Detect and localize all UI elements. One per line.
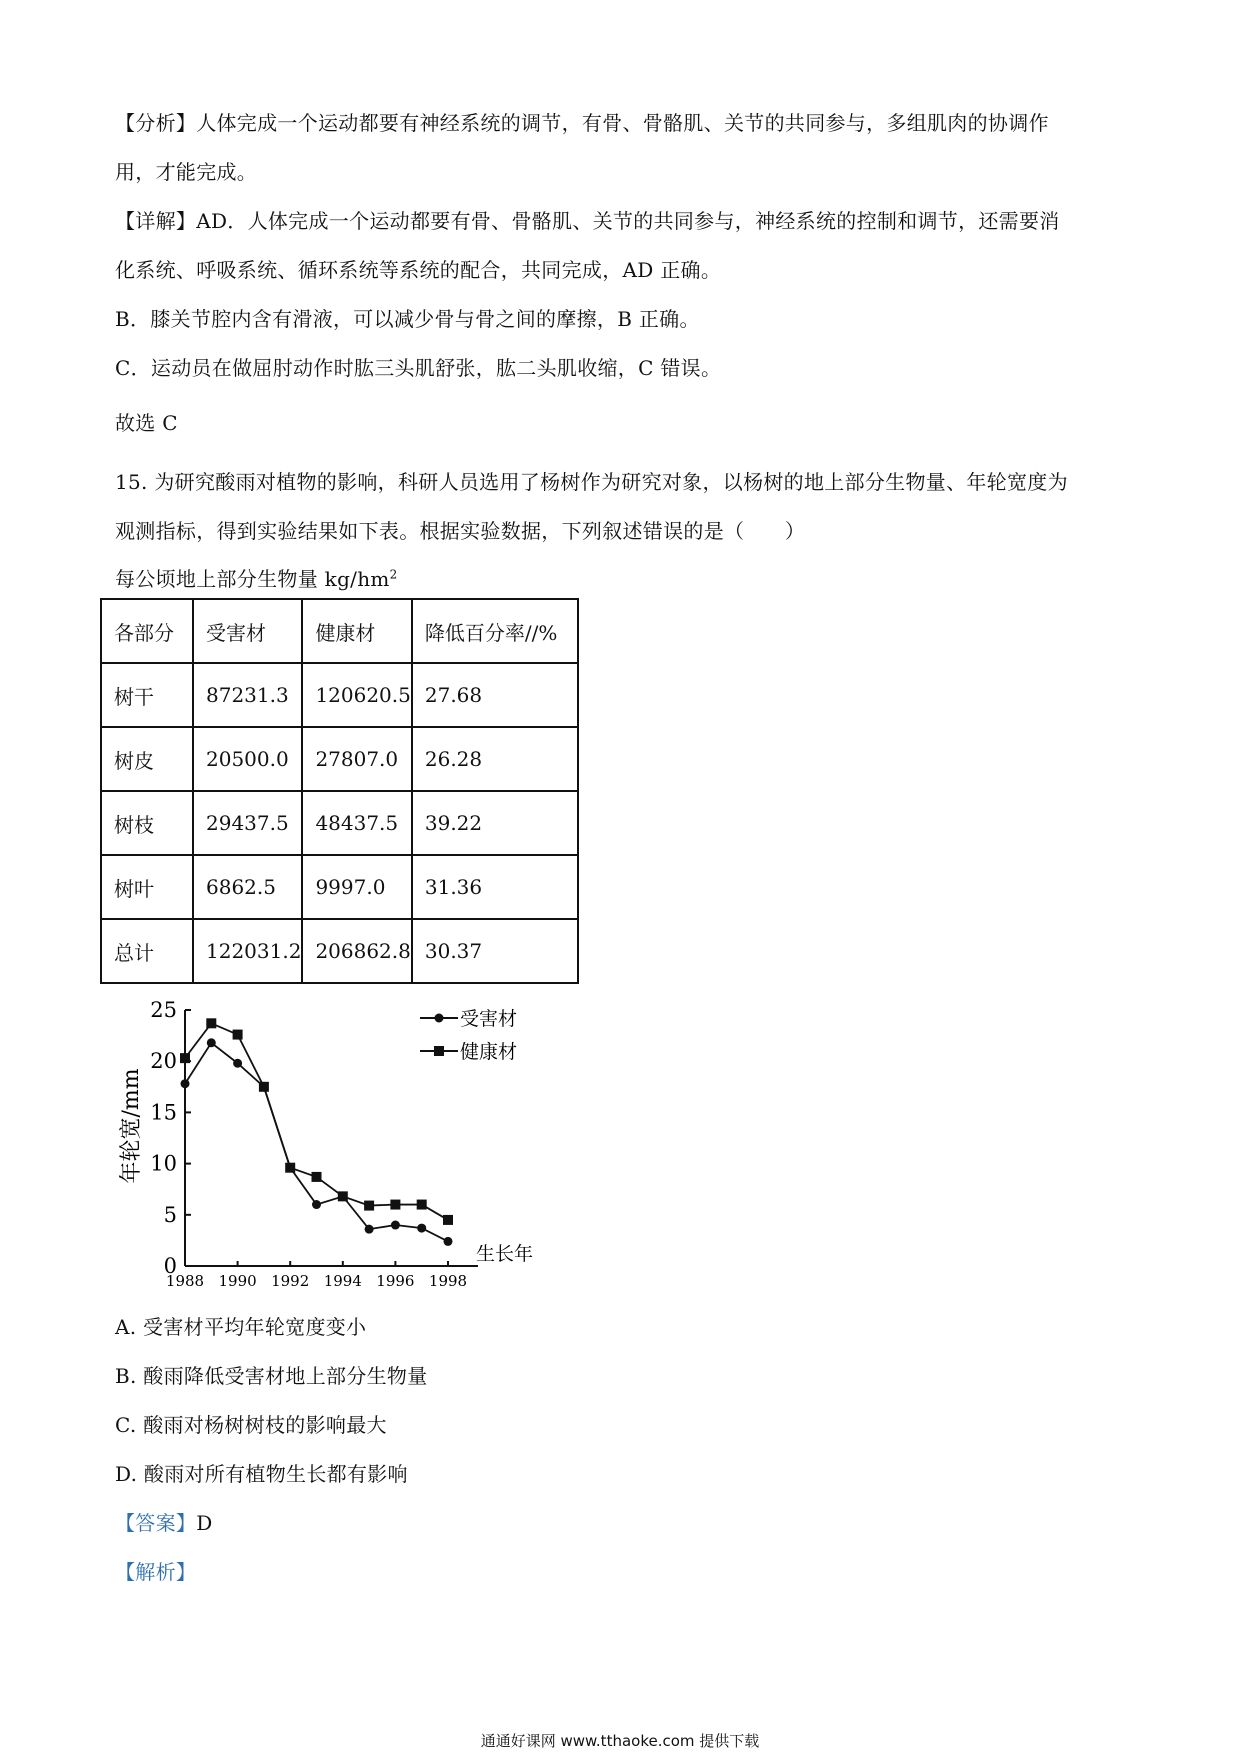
data-point-damaged (233, 1059, 242, 1068)
data-point-damaged (365, 1225, 374, 1234)
table-cell: 206862.8 (302, 919, 411, 983)
option-b: B. 酸雨降低受害材地上部分生物量 (115, 1364, 428, 1388)
x-tick-label: 1990 (218, 1272, 257, 1290)
legend-marker-damaged (435, 1014, 444, 1023)
data-point-healthy (417, 1200, 427, 1210)
table-cell: 29437.5 (193, 791, 302, 855)
table-row (101, 919, 578, 983)
data-point-damaged (312, 1200, 321, 1209)
option-a: A. 受害材平均年轮宽度变小 (115, 1315, 367, 1339)
table-header-cell: 受害材 (193, 599, 302, 663)
question15-line-2: 观测指标，得到实验结果如下表。根据实验数据，下列叙述错误的是（ ） (115, 519, 806, 543)
data-point-healthy (180, 1053, 190, 1063)
table-cell: 87231.3 (193, 663, 302, 727)
legend-label-healthy: 健康材 (460, 1041, 518, 1063)
table-cell: 9997.0 (302, 855, 411, 919)
table-header-cell: 各部分 (101, 599, 193, 663)
data-point-damaged (444, 1237, 453, 1246)
answer-line (115, 1507, 213, 1536)
analysis-text-1: 人体完成一个运动都要有神经系统的调节，有骨、骨骼肌、关节的共同参与，多组肌肉的协调作 (196, 111, 1049, 135)
table-cell: 31.36 (412, 855, 578, 919)
question15-line-1: 15. 为研究酸雨对植物的影响，科研人员选用了杨树作为研究对象，以杨树的地上部分生物量、年轮宽度为 (115, 470, 1068, 494)
detail-text-1: AD．人体完成一个运动都要有骨、骨骼肌、关节的共同参与，神经系统的控制和调节，还需要消 (196, 209, 1060, 233)
detail-conclusion: 故选 C (115, 411, 178, 435)
analysis-line-2: 用，才能完成。 (115, 160, 258, 184)
option-d: D. 酸雨对所有植物生长都有影响 (115, 1462, 408, 1486)
table-cell: 27807.0 (302, 727, 411, 791)
data-point-healthy (390, 1200, 400, 1210)
table-cell: 树干 (101, 663, 193, 727)
detail-line-1 (115, 205, 1060, 234)
table-cell: 树枝 (101, 791, 193, 855)
explanation-label: 【解析】 (115, 1560, 197, 1584)
table-cell: 30.37 (412, 919, 578, 983)
table-cell: 26.28 (412, 727, 578, 791)
x-tick-label: 1992 (271, 1272, 310, 1290)
data-point-damaged (417, 1224, 426, 1233)
table-caption (115, 563, 398, 592)
tree-ring-chart (108, 998, 548, 1298)
data-point-damaged (207, 1038, 216, 1047)
table-cell: 20500.0 (193, 727, 302, 791)
data-point-damaged (181, 1079, 190, 1088)
table-row (101, 663, 578, 727)
table-row (101, 791, 578, 855)
y-tick-label: 0 (163, 1254, 177, 1278)
chart-legend (420, 1008, 517, 1063)
page-footer: 通通好课网 www.tthaoke.com 提供下载 (480, 1732, 760, 1750)
table-cell: 树叶 (101, 855, 193, 919)
answer-value: D (196, 1511, 213, 1535)
table-header-cell: 健康材 (302, 599, 411, 663)
table-cell: 122031.2 (193, 919, 302, 983)
x-tick-label: 1996 (376, 1272, 415, 1290)
y-tick-label: 20 (150, 1049, 177, 1074)
detail-line-4: C．运动员在做屈肘动作时肱三头肌舒张，肱二头肌收缩，C 错误。 (115, 356, 722, 380)
data-point-healthy (443, 1215, 453, 1225)
analysis-line-1 (115, 107, 1049, 136)
data-point-healthy (312, 1172, 322, 1182)
table-cell: 树皮 (101, 727, 193, 791)
y-axis-label: 年轮宽/mm (119, 1068, 144, 1184)
table-caption-text: 每公顷地上部分生物量 kg/hm (115, 567, 390, 591)
detail-line-2: 化系统、呼吸系统、循环系统等系统的配合，共同完成，AD 正确。 (115, 258, 722, 282)
data-point-damaged (391, 1221, 400, 1230)
data-point-healthy (259, 1082, 269, 1092)
x-axis-label: 生长年 (476, 1243, 534, 1265)
detail-line-3: B．膝关节腔内含有滑液，可以减少骨与骨之间的摩擦，B 正确。 (115, 307, 700, 331)
table-cell: 39.22 (412, 791, 578, 855)
analysis-label: 【分析】 (115, 111, 197, 135)
biomass-table (100, 598, 579, 984)
x-tick-label: 1988 (165, 1272, 205, 1290)
data-point-healthy (285, 1163, 295, 1173)
y-tick-label: 10 (150, 1151, 177, 1176)
y-tick-label: 5 (163, 1202, 177, 1227)
data-point-healthy (338, 1191, 348, 1201)
legend-marker-healthy (434, 1046, 444, 1056)
data-point-healthy (364, 1201, 374, 1211)
y-tick-label: 15 (150, 1100, 177, 1125)
table-header-row (101, 599, 578, 663)
table-caption-sup: 2 (389, 567, 398, 582)
data-point-healthy (233, 1030, 243, 1040)
x-tick-label: 1994 (323, 1272, 362, 1290)
table-cell: 总计 (101, 919, 193, 983)
x-tick-label: 1998 (428, 1272, 468, 1290)
legend-label-damaged: 受害材 (460, 1008, 518, 1030)
table-header-cell: 降低百分率//% (412, 599, 578, 663)
detail-label: 【详解】 (115, 209, 197, 233)
table-cell: 6862.5 (193, 855, 302, 919)
data-point-healthy (206, 1018, 216, 1028)
table-row (101, 855, 578, 919)
y-tick-label: 25 (150, 998, 177, 1022)
series-line-0 (185, 1043, 448, 1242)
chart-series (180, 1018, 453, 1246)
answer-label: 【答案】 (115, 1511, 197, 1535)
table-row (101, 727, 578, 791)
option-c: C. 酸雨对杨树树枝的影响最大 (115, 1413, 387, 1437)
table-cell: 120620.5 (302, 663, 411, 727)
table-cell: 48437.5 (302, 791, 411, 855)
table-cell: 27.68 (412, 663, 578, 727)
